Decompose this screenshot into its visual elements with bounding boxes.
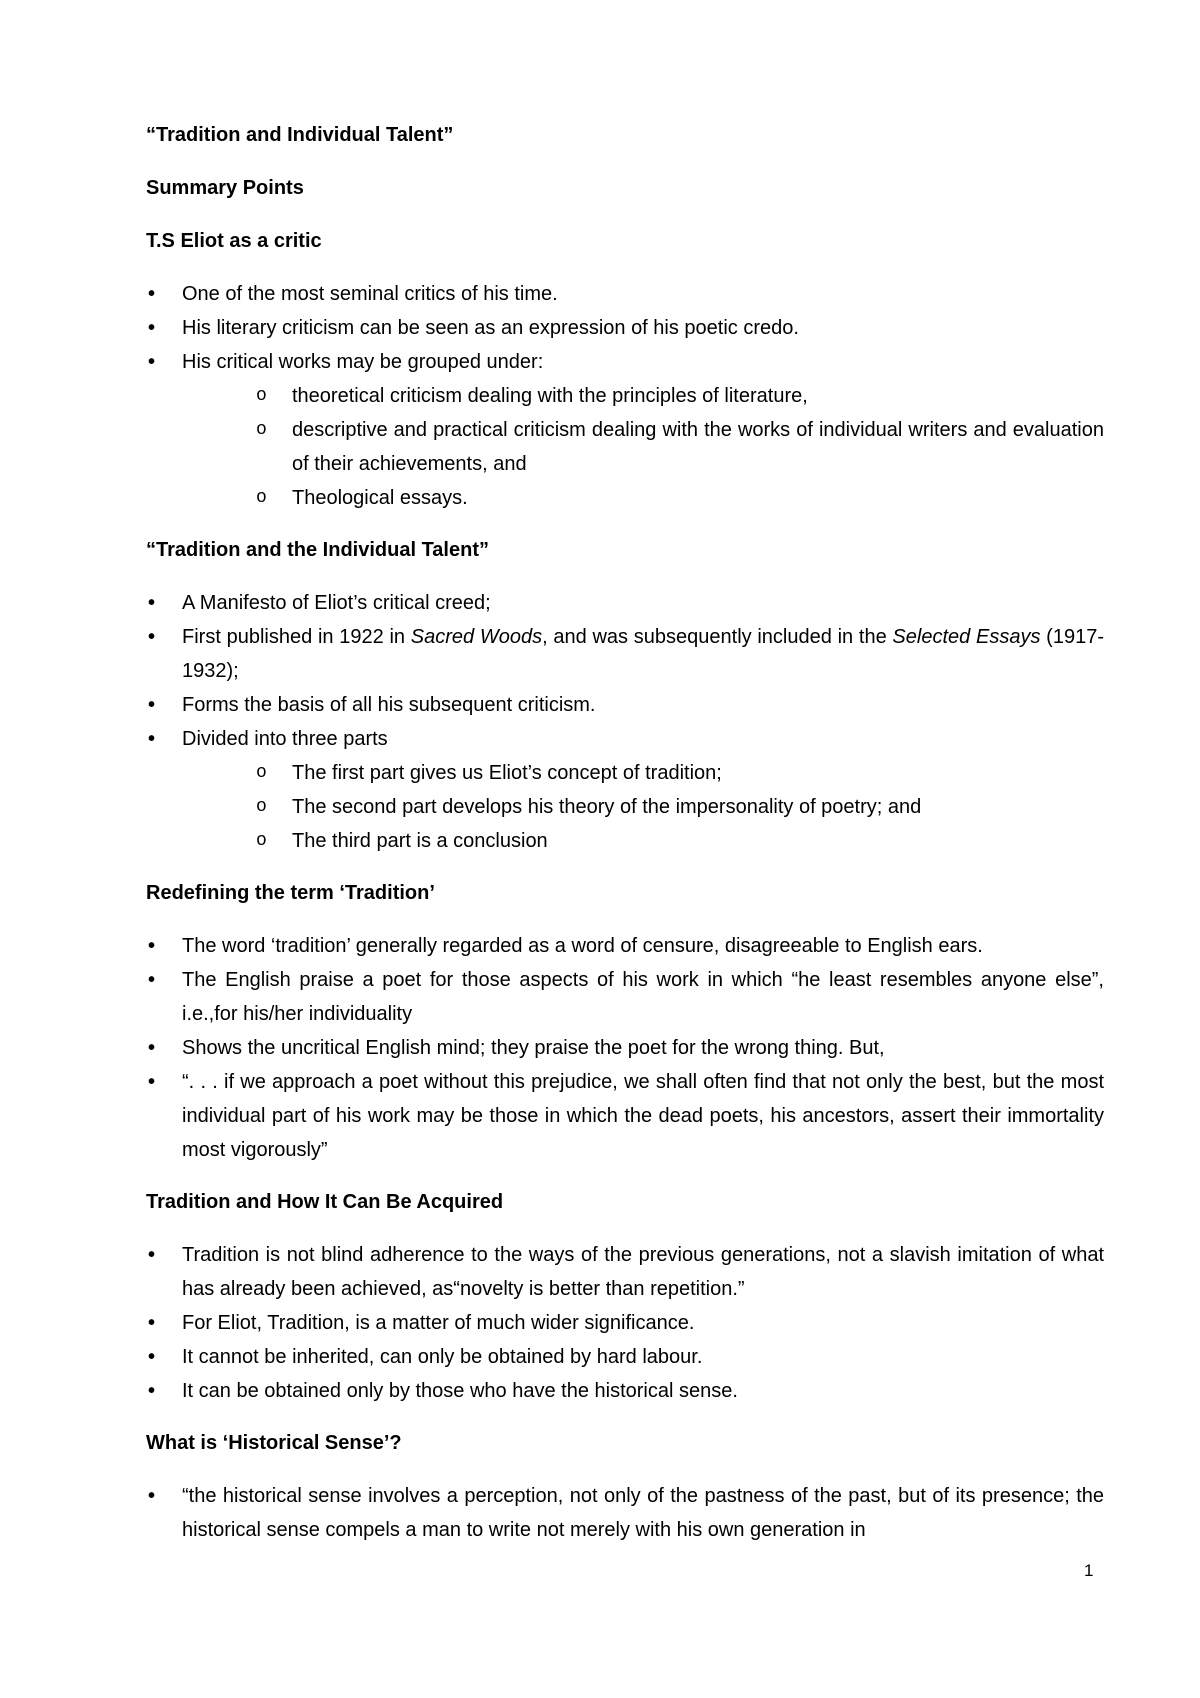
list-item: • It cannot be inherited, can only be obtained by hard labour. [146,1340,1104,1374]
section-heading-eliot-critic: T.S Eliot as a critic [146,230,322,252]
list-item: • A Manifesto of Eliot’s critical creed; [146,586,1104,620]
list-item-text: His critical works may be grouped under: [182,351,544,373]
sub-list-item: o theoretical criticism dealing with the principles of literature, [182,379,1104,413]
list-item: • “the historical sense involves a perception, not only of the pastness of the past, but of its presence; the historical sense compels a man to write not merely with his own generation in [146,1479,1104,1547]
bullet-list [146,1479,1104,1547]
list-item: • His literary criticism can be seen as an expression of his poetic credo. [146,311,1104,345]
section-heading-historical-sense: What is ‘Historical Sense’? [146,1432,402,1454]
list-item [146,345,1104,515]
sub-list [182,756,1104,858]
sub-list-item: o The second part develops his theory of the impersonality of poetry; and [182,790,1104,824]
list-item: • The English praise a poet for those aspects of his work in which “he least resembles anyone else”, i.e.,for his/her individuality [146,963,1104,1031]
list-item [146,620,1104,688]
section-heading-redefining-tradition: Redefining the term ‘Tradition’ [146,882,435,904]
list-item-text: Divided into three parts [182,728,388,750]
document-subtitle: Summary Points [146,177,304,199]
text-run: , and was subsequently included in the [542,626,893,648]
document-page [146,118,1104,1565]
list-item [146,722,1104,858]
list-item: • Shows the uncritical English mind; they praise the poet for the wrong thing. But, [146,1031,1104,1065]
section-heading-essay: “Tradition and the Individual Talent” [146,539,489,561]
list-item: • Tradition is not blind adherence to the ways of the previous generations, not a slavish imitation of what has already been achieved, as“novelty is better than repetition.” [146,1238,1104,1306]
bullet-list [146,277,1104,515]
sub-list-item: o The first part gives us Eliot’s concept of tradition; [182,756,1104,790]
list-item: • One of the most seminal critics of his time. [146,277,1104,311]
bullet-list [146,929,1104,1167]
document-title: “Tradition and Individual Talent” [146,124,454,146]
bullet-list [146,586,1104,858]
book-title-sacred-woods: Sacred Woods [410,626,543,648]
list-item: • The word ‘tradition’ generally regarded as a word of censure, disagreeable to English ears. [146,929,1104,963]
list-item: • It can be obtained only by those who have the historical sense. [146,1374,1104,1408]
section-heading-acquiring-tradition: Tradition and How It Can Be Acquired [146,1191,504,1213]
sub-list [182,379,1104,515]
text-run: (1917-1932); [182,626,1104,682]
text-run: First published in 1922 in [182,626,411,648]
list-item: • “. . . if we approach a poet without this prejudice, we shall often find that not only the best, but the most individual part of his work may be those in which the dead poets, his ancestors, assert their immortality most vigorously” [146,1065,1104,1167]
book-title-selected-essays: Selected Essays [892,626,1041,648]
bullet-list [146,1238,1104,1408]
list-item: • Forms the basis of all his subsequent criticism. [146,688,1104,722]
sub-list-item: o descriptive and practical criticism dealing with the works of individual writers and evaluation of their achievements, and [182,413,1104,481]
sub-list-item: o The third part is a conclusion [182,824,1104,858]
list-item: • For Eliot, Tradition, is a matter of much wider significance. [146,1306,1104,1340]
sub-list-item: o Theological essays. [182,481,1104,515]
page-number: 1 [1084,1561,1094,1580]
